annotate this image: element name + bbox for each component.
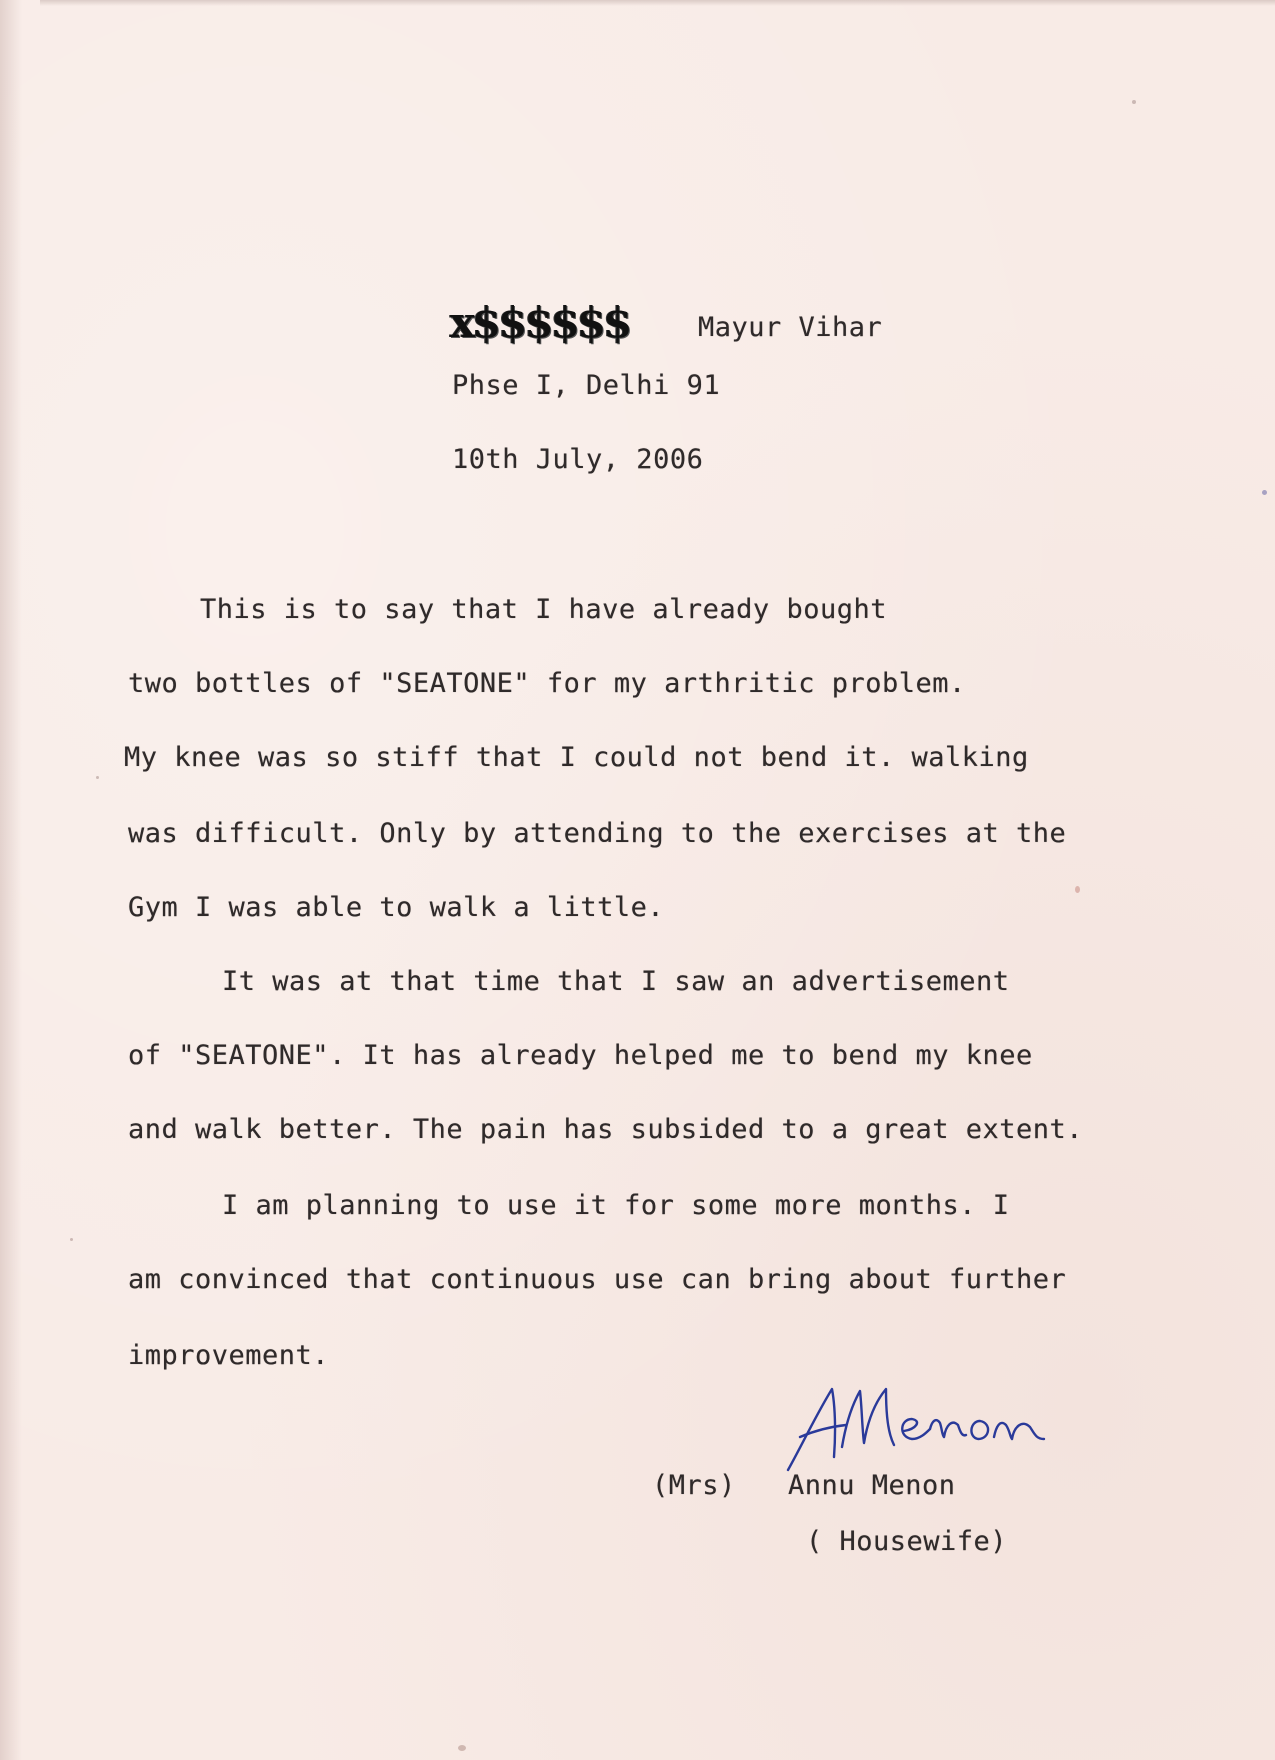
paper-speck <box>70 1238 73 1241</box>
honorific: (Mrs) <box>652 1470 736 1501</box>
address-line-2: Phse I, Delhi 91 <box>452 370 721 401</box>
address-line-1: Mayur Vihar <box>698 312 883 343</box>
body-line: and walk better. The pain has subsided to a great extent. <box>128 1114 1084 1145</box>
body-line: My knee was so stiff that I could not bend it. walking <box>124 742 1029 773</box>
body-line: was difficult. Only by attending to the exercises at the <box>128 818 1067 849</box>
paper-speck <box>1132 100 1136 104</box>
body-line: two bottles of "SEATONE" for my arthritic problem. <box>128 668 966 699</box>
body-line: I am planning to use it for some more months. I <box>222 1190 1010 1221</box>
body-line: am convinced that continuous use can bring about further <box>128 1264 1067 1295</box>
handwritten-signature <box>780 1375 1080 1475</box>
paper-speck <box>1262 490 1267 495</box>
body-line: improvement. <box>128 1340 330 1371</box>
body-line: of "SEATONE". It has already helped me to bend my knee <box>128 1040 1033 1071</box>
paper-speck <box>96 776 99 779</box>
letter-date: 10th July, 2006 <box>452 444 704 475</box>
signatory-occupation: ( Housewife) <box>806 1526 1008 1557</box>
redacted-house-number: x$$$$$$ <box>450 298 630 347</box>
signatory-name: Annu Menon <box>788 1470 956 1501</box>
body-line: Gym I was able to walk a little. <box>128 892 665 923</box>
paper-speck <box>1075 886 1080 893</box>
body-line: This is to say that I have already bought <box>200 594 887 625</box>
paper-speck <box>458 1745 466 1751</box>
body-line: It was at that time that I saw an advertisement <box>222 966 1010 997</box>
